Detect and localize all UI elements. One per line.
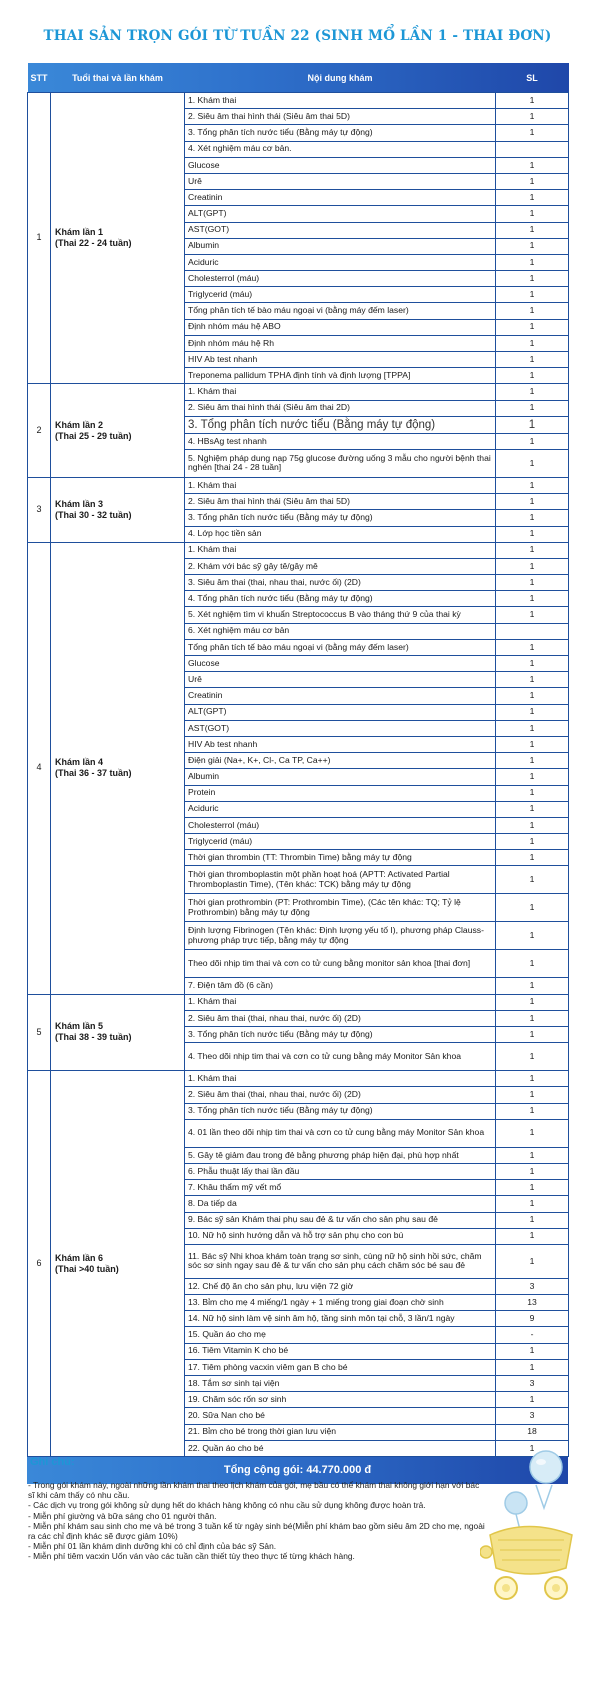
table-header-row [28, 63, 569, 93]
service-item: Định nhóm máu hệ Rh [185, 335, 496, 351]
service-quantity: 1 [496, 672, 569, 688]
service-quantity: 9 [496, 1311, 569, 1327]
service-quantity: 1 [496, 607, 569, 623]
service-quantity: 1 [496, 736, 569, 752]
service-quantity: 1 [496, 978, 569, 994]
service-item: 22. Quần áo cho bé [185, 1440, 496, 1456]
service-item: 13. Bỉm cho mẹ 4 miếng/1 ngày + 1 miếng trong giai đoạn chờ sinh [185, 1295, 496, 1311]
visit-cell [51, 477, 185, 542]
service-quantity: 1 [496, 834, 569, 850]
service-item: 7. Điện tâm đồ (6 cần) [185, 978, 496, 994]
visit-week-range: (Thai 25 - 29 tuần) [55, 430, 132, 441]
service-quantity: 3 [496, 1278, 569, 1294]
table-row [28, 384, 569, 400]
visit-cell [51, 1071, 185, 1457]
visit-number: 5 [28, 994, 51, 1071]
service-quantity: 1 [496, 575, 569, 591]
service-item: 19. Chăm sóc rốn sơ sinh [185, 1392, 496, 1408]
visit-cell [51, 542, 185, 994]
note-item: - Miễn phí khám sau sinh cho mẹ và bé trong 3 tuần kể từ ngày sinh bé(Miễn phí khám bao gồm siêu âm 2D cho mẹ, ngoài ra các chỉ định khác sẽ được giảm 10%) [28, 1520, 485, 1542]
service-item: Glucose [185, 157, 496, 173]
service-item: 4. Xét nghiệm máu cơ bản. [185, 141, 496, 157]
service-item: Urê [185, 173, 496, 189]
service-quantity: 1 [496, 817, 569, 833]
service-item: 4. 01 lần theo dõi nhịp tim thai và cơn co tử cung bằng máy Monitor Sản khoa [185, 1119, 496, 1147]
service-item: 1. Khám thai [185, 542, 496, 558]
visit-week-range: (Thai >40 tuần) [55, 1263, 119, 1274]
visit-name: Khám lần 6 [55, 1252, 104, 1263]
notes-title: Ghi chú: [30, 1456, 75, 1468]
service-item: 8. Da tiếp da [185, 1196, 496, 1212]
visit-number: 3 [28, 477, 51, 542]
service-quantity: 13 [496, 1295, 569, 1311]
service-quantity: 1 [496, 303, 569, 319]
table-row [28, 1071, 569, 1087]
service-item: 15. Quần áo cho mẹ [185, 1327, 496, 1343]
service-quantity: 1 [496, 591, 569, 607]
service-quantity: 1 [496, 157, 569, 173]
service-item: Albumin [185, 769, 496, 785]
service-quantity: 1 [496, 368, 569, 384]
service-item: AST(GOT) [185, 720, 496, 736]
service-item: Creatinin [185, 190, 496, 206]
service-item: Glucose [185, 656, 496, 672]
service-item: Albumin [185, 238, 496, 254]
service-quantity: 1 [496, 510, 569, 526]
service-quantity: 1 [496, 93, 569, 109]
service-item: 3. Tổng phân tích nước tiểu (Bằng máy tự động) [185, 125, 496, 141]
visit-cell [51, 384, 185, 478]
service-quantity: 1 [496, 335, 569, 351]
service-quantity: 1 [496, 1244, 569, 1278]
service-quantity: 1 [496, 1027, 569, 1043]
service-quantity: 1 [496, 449, 569, 477]
total-price-bar: Tổng cộng gói: 44.770.000 đ [27, 1457, 568, 1484]
service-item: 4. Lớp học tiền sản [185, 526, 496, 542]
service-item: HIV Ab test nhanh [185, 352, 496, 368]
package-table-wrapper [27, 63, 568, 1484]
service-quantity: 1 [496, 1440, 569, 1456]
service-item: 21. Bỉm cho bé trong thời gian lưu viện [185, 1424, 496, 1440]
service-item: 2. Siêu âm thai hình thái (Siêu âm thai 5D) [185, 109, 496, 125]
table-row [28, 994, 569, 1010]
service-quantity: 1 [496, 1119, 569, 1147]
service-item: Aciduric [185, 254, 496, 270]
service-quantity: 1 [496, 558, 569, 574]
service-quantity: 1 [496, 319, 569, 335]
service-item: 4. HBsAg test nhanh [185, 433, 496, 449]
service-item: ALT(GPT) [185, 206, 496, 222]
service-quantity: 1 [496, 125, 569, 141]
service-quantity: 1 [496, 384, 569, 400]
service-quantity: 1 [496, 801, 569, 817]
service-quantity: 1 [496, 254, 569, 270]
visit-cell [51, 93, 185, 384]
service-quantity: 1 [496, 1103, 569, 1119]
service-item: 14. Nữ hộ sinh làm vệ sinh âm hộ, tầng sinh môn tại chỗ, 3 lần/1 ngày [185, 1311, 496, 1327]
service-item: 2. Siêu âm thai hình thái (Siêu âm thai 5D) [185, 494, 496, 510]
service-item: Urê [185, 672, 496, 688]
service-item: 17. Tiêm phòng vacxin viêm gan B cho bé [185, 1359, 496, 1375]
service-quantity: 1 [496, 994, 569, 1010]
table-row [28, 93, 569, 109]
service-item: 6. Phẫu thuật lấy thai lần đầu [185, 1163, 496, 1179]
service-quantity: 1 [496, 1147, 569, 1163]
package-table [27, 63, 569, 1457]
table-row [28, 477, 569, 493]
service-quantity: - [496, 1327, 569, 1343]
service-quantity: 1 [496, 1343, 569, 1359]
service-item: Thời gian thromboplastin một phần hoạt hoá (APTT: Activated Partial Thromboplastin Time), (Tên khác: TCK) bằng máy tự động [185, 866, 496, 894]
header-qty: SL [526, 72, 538, 83]
service-item: 5. Xét nghiệm tìm vi khuẩn Streptococcus B vào tháng thứ 9 của thai kỳ [185, 607, 496, 623]
service-item: 12. Chế độ ăn cho sản phụ, lưu viện 72 giờ [185, 1278, 496, 1294]
service-quantity: 1 [496, 433, 569, 449]
service-quantity: 1 [496, 477, 569, 493]
service-quantity: 1 [496, 769, 569, 785]
service-quantity: 1 [496, 950, 569, 978]
visit-week-range: (Thai 22 - 24 tuần) [55, 238, 132, 249]
service-quantity: 1 [496, 1180, 569, 1196]
service-item: 2. Khám với bác sỹ gây tê/gây mê [185, 558, 496, 574]
visit-name: Khám lần 3 [55, 498, 104, 509]
service-quantity: 1 [496, 704, 569, 720]
note-item: - Các dịch vụ trong gói không sử dụng hết do khách hàng không có nhu cầu sử dụng không được hoàn trả. [28, 1500, 426, 1511]
note-item: - Miễn phí giường và bữa sáng cho 01 người thân. [28, 1510, 217, 1521]
service-quantity: 1 [496, 173, 569, 189]
service-item: 20. Sữa Nan cho bé [185, 1408, 496, 1424]
service-quantity: 18 [496, 1424, 569, 1440]
service-item: 3. Tổng phân tích nước tiểu (Bằng máy tự động) [185, 1027, 496, 1043]
service-item: 3. Tổng phân tích nước tiểu (Bằng máy tự động) [185, 1103, 496, 1119]
service-item: 6. Xét nghiệm máu cơ bản [185, 623, 496, 639]
service-quantity: 3 [496, 1408, 569, 1424]
service-quantity: 1 [496, 1228, 569, 1244]
visit-name: Khám lần 4 [55, 757, 104, 768]
service-quantity: 1 [496, 1163, 569, 1179]
service-item: Định lượng Fibrinogen (Tên khác: Định lượng yếu tố I), phương pháp Clauss- phương pháp trực tiếp, bằng máy tự động [185, 922, 496, 950]
visit-week-range: (Thai 30 - 32 tuần) [55, 509, 132, 520]
service-item: Tổng phân tích tế bào máu ngoại vi (bằng máy đếm laser) [185, 639, 496, 655]
service-quantity: 1 [496, 352, 569, 368]
service-item: ALT(GPT) [185, 704, 496, 720]
service-item: 11. Bác sỹ Nhi khoa khám toàn trạng sơ sinh, cùng nữ hộ sinh hồi sức, chăm sóc sơ sinh ngay sau đẻ & tư vấn cho sản phụ cách chăm sóc bé sau đẻ [185, 1244, 496, 1278]
page-title: THAI SẢN TRỌN GÓI TỪ TUẦN 22 (SINH MỔ LẦN 1 - THAI ĐƠN) [43, 28, 552, 44]
visit-cell [51, 994, 185, 1071]
baby-stroller-illustration [480, 1440, 580, 1610]
service-item: 1. Khám thai [185, 384, 496, 400]
service-item: 2. Siêu âm thai hình thái (Siêu âm thai 2D) [185, 400, 496, 416]
service-item: Cholesterrol (máu) [185, 817, 496, 833]
service-quantity: 1 [496, 542, 569, 558]
table-body [28, 93, 569, 1457]
service-item: Aciduric [185, 801, 496, 817]
service-item: Tổng phân tích tế bào máu ngoại vi (bằng máy đếm laser) [185, 303, 496, 319]
service-quantity: 1 [496, 206, 569, 222]
note-item: - Miễn phí tiêm vacxin Uốn ván vào các tuần cần thiết tùy theo thực tế từng khách hàng. [28, 1551, 355, 1562]
service-item: 3. Siêu âm thai (thai, nhau thai, nước ối) (2D) [185, 575, 496, 591]
service-quantity: 1 [496, 720, 569, 736]
service-quantity: 1 [496, 894, 569, 922]
note-item: - Miễn phí 01 lần khám dinh dưỡng khi có chỉ định của bác sỹ Sản. [28, 1541, 277, 1552]
service-item: 16. Tiêm Vitamin K cho bé [185, 1343, 496, 1359]
service-item: 5. Nghiệm pháp dung nạp 75g glucose đường uống 3 mẫu cho người bệnh thai nghén [thai 24 - 28 tuần] [185, 449, 496, 477]
service-item: Thời gian thrombin (TT: Thrombin Time) bằng máy tự động [185, 850, 496, 866]
service-item: 7. Khâu thẩm mỹ vết mổ [185, 1180, 496, 1196]
visit-week-range: (Thai 36 - 37 tuần) [55, 768, 132, 779]
service-quantity: 3 [496, 1376, 569, 1392]
service-item: Creatinin [185, 688, 496, 704]
service-item: 18. Tắm sơ sinh tại viện [185, 1376, 496, 1392]
visit-name: Khám lần 2 [55, 419, 104, 430]
service-item: Triglycerid (máu) [185, 834, 496, 850]
header-stt: STT [30, 72, 48, 83]
service-quantity: 1 [496, 287, 569, 303]
service-item: Triglycerid (máu) [185, 287, 496, 303]
service-item: Treponema pallidum TPHA định tính và định lượng [TPPA] [185, 368, 496, 384]
service-item: Protein [185, 785, 496, 801]
service-quantity: 1 [496, 238, 569, 254]
service-item: 3. Tổng phân tích nước tiểu (Bằng máy tự động) [185, 510, 496, 526]
service-quantity: 1 [496, 109, 569, 125]
service-item: Thời gian prothrombin (PT: Prothrombin Time), (Các tên khác: TQ; Tỷ lệ Prothrombin) bằng máy tự động [185, 894, 496, 922]
service-item: AST(GOT) [185, 222, 496, 238]
visit-week-range: (Thai 38 - 39 tuần) [55, 1032, 132, 1043]
service-quantity: 1 [496, 785, 569, 801]
service-item: 1. Khám thai [185, 1071, 496, 1087]
visit-number: 4 [28, 542, 51, 994]
service-quantity: 1 [496, 416, 569, 433]
service-item: 4. Theo dõi nhịp tim thai và cơn co tử cung bằng máy Monitor Sản khoa [185, 1043, 496, 1071]
service-item: 2. Siêu âm thai (thai, nhau thai, nước ối) (2D) [185, 1010, 496, 1026]
note-item: - Trong gói khám này, ngoài những lần khám thai theo lịch khám của gói, mẹ bầu có thể khám thai không giới hạn với bác sĩ khi cảm thấy có nhu cầu. [28, 1480, 480, 1501]
service-quantity: 1 [496, 1212, 569, 1228]
service-quantity: 1 [496, 850, 569, 866]
service-quantity: 1 [496, 1359, 569, 1375]
service-quantity: 1 [496, 190, 569, 206]
service-quantity: 1 [496, 922, 569, 950]
service-quantity: 1 [496, 271, 569, 287]
service-quantity: 1 [496, 222, 569, 238]
service-item: 10. Nữ hộ sinh hướng dẫn và hỗ trợ sản phụ cho con bú [185, 1228, 496, 1244]
notes-list [28, 1480, 488, 1562]
service-quantity: 1 [496, 400, 569, 416]
header-visit: Tuổi thai và lần khám [72, 72, 163, 83]
visit-number: 2 [28, 384, 51, 478]
service-item: 5. Gây tê giảm đau trong đẻ bằng phương pháp hiện đại, phù hợp nhất [185, 1147, 496, 1163]
service-item: 1. Khám thai [185, 93, 496, 109]
service-item: 1. Khám thai [185, 477, 496, 493]
service-item: 3. Tổng phân tích nước tiểu (Bằng máy tự động) [185, 416, 496, 433]
header-content: Nội dung khám [307, 72, 373, 83]
service-quantity: 1 [496, 494, 569, 510]
service-quantity: 1 [496, 1010, 569, 1026]
visit-number: 1 [28, 93, 51, 384]
service-quantity: 1 [496, 866, 569, 894]
visit-number: 6 [28, 1071, 51, 1457]
service-item: HIV Ab test nhanh [185, 736, 496, 752]
service-item: Theo dõi nhịp tim thai và cơn co tử cung bằng monitor sản khoa [thai đơn] [185, 950, 496, 978]
service-item: 4. Tổng phân tích nước tiểu (Bằng máy tự động) [185, 591, 496, 607]
service-item: 9. Bác sỹ sản Khám thai phụ sau đẻ & tư vấn cho sản phụ sau đẻ [185, 1212, 496, 1228]
service-quantity: 1 [496, 1071, 569, 1087]
service-item: Điện giải (Na+, K+, Cl-, Ca TP, Ca++) [185, 753, 496, 769]
service-quantity: 1 [496, 1043, 569, 1071]
service-item: Định nhóm máu hệ ABO [185, 319, 496, 335]
service-item: 1. Khám thai [185, 994, 496, 1010]
table-row [28, 542, 569, 558]
service-item: Cholesterrol (máu) [185, 271, 496, 287]
service-quantity: 1 [496, 688, 569, 704]
visit-name: Khám lần 1 [55, 227, 104, 238]
service-quantity: 1 [496, 1392, 569, 1408]
service-quantity: 1 [496, 526, 569, 542]
service-quantity: 1 [496, 753, 569, 769]
service-quantity: 1 [496, 1087, 569, 1103]
service-quantity [496, 623, 569, 639]
service-quantity: 1 [496, 1196, 569, 1212]
service-item: 2. Siêu âm thai (thai, nhau thai, nước ối) (2D) [185, 1087, 496, 1103]
visit-name: Khám lần 5 [55, 1021, 104, 1032]
service-quantity [496, 141, 569, 157]
service-quantity: 1 [496, 656, 569, 672]
service-quantity: 1 [496, 639, 569, 655]
